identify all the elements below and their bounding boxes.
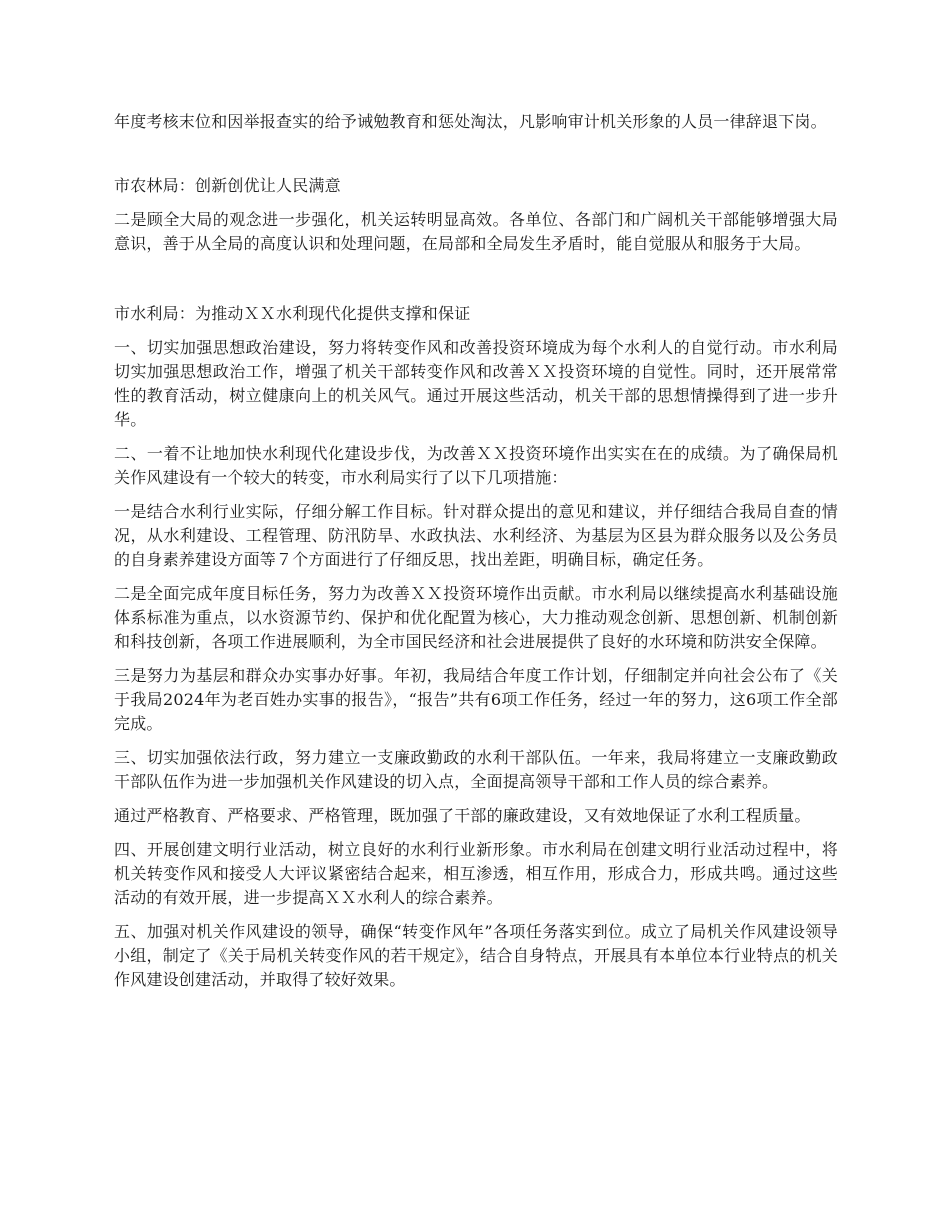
section-heading: 市农林局：创新创优让人民满意 — [114, 176, 341, 195]
paragraph: 通过严格教育、严格要求、严格管理，既加强了干部的廉政建设，又有效地保证了水利工程质量。 — [114, 806, 811, 825]
paragraph: 二是全面完成年度目标任务，努力为改善ＸＸ投资环境作出贡献。市水利局以继续提高水利基础设施体系标准为重点，以水资源节约、保护和优化配置为核心，大力推动观念创新、思想创新、机制创新和科技创新，各项工作进展顺利，为全市国民经济和社会进展提供了良好的水环境和防洪安全保障。 — [114, 584, 838, 651]
paragraph: 二是顾全大局的观念进一步强化，机关运转明显高效。各单位、各部门和广阔机关干部能够增强大局意识，善于从全局的高度认识和处理问题，在局部和全局发生矛盾时，能自觉服从和服务于大局。 — [114, 210, 838, 253]
paragraph: 一是结合水利行业实际，仔细分解工作目标。针对群众提出的意见和建议，并仔细结合我局自查的情况，从水利建设、工程管理、防汛防旱、水政执法、水利经济、为基层为区县为群众服务以及公务员的自身素养建设方面等７个方面进行了仔细反思，找出差距，明确目标，确定任务。 — [114, 502, 838, 569]
document-body — [114, 110, 838, 1002]
paragraph: 一、切实加强思想政治建设，努力将转变作风和改善投资环境成为每个水利人的自觉行动。市水利局切实加强思想政治工作，增强了机关干部转变作风和改善ＸＸ投资环境的自觉性。同时，还开展常常性的教育活动，树立健康向上的机关风气。通过开展这些活动，机关干部的思想情操得到了进一步升华。 — [114, 338, 838, 429]
paragraph: 年度考核末位和因举报查实的给予诫勉教育和惩处淘汰，凡影响审计机关形象的人员一律辞退下岗。 — [114, 112, 827, 131]
paragraph: 三、切实加强依法行政，努力建立一支廉政勤政的水利干部队伍。一年来，我局将建立一支廉政勤政干部队伍作为进一步加强机关作风建设的切入点，全面提高领导干部和工作人员的综合素养。 — [114, 748, 838, 791]
paragraph: 四、开展创建文明行业活动，树立良好的水利行业新形象。市水利局在创建文明行业活动过程中，将机关转变作风和接受人大评议紧密结合起来，相互渗透，相互作用，形成合力，形成共鸣。通过这些活动的有效开展，进一步提高ＸＸ水利人的综合素养。 — [114, 840, 838, 907]
paragraph: 三是努力为基层和群众办实事办好事。年初，我局结合年度工作计划，仔细制定并向社会公布了《关于我局2024年为老百姓办实事的报告》，“报告”共有6项工作任务，经过一年的努力，这6项工作全部完成。 — [114, 666, 838, 733]
paragraph: 二、一着不让地加快水利现代化建设步伐，为改善ＸＸ投资环境作出实实在在的成绩。为了确保局机关作风建设有一个较大的转变，市水利局实行了以下几项措施： — [114, 444, 838, 487]
section-heading: 市水利局：为推动ＸＸ水利现代化提供支撑和保证 — [114, 304, 471, 323]
paragraph: 五、加强对机关作风建设的领导，确保“转变作风年”各项任务落实到位。成立了局机关作风建设领导小组，制定了《关于局机关转变作风的若干规定》，结合自身特点，开展具有本单位本行业特点的机关作风建设创建活动，并取得了较好效果。 — [114, 922, 838, 989]
